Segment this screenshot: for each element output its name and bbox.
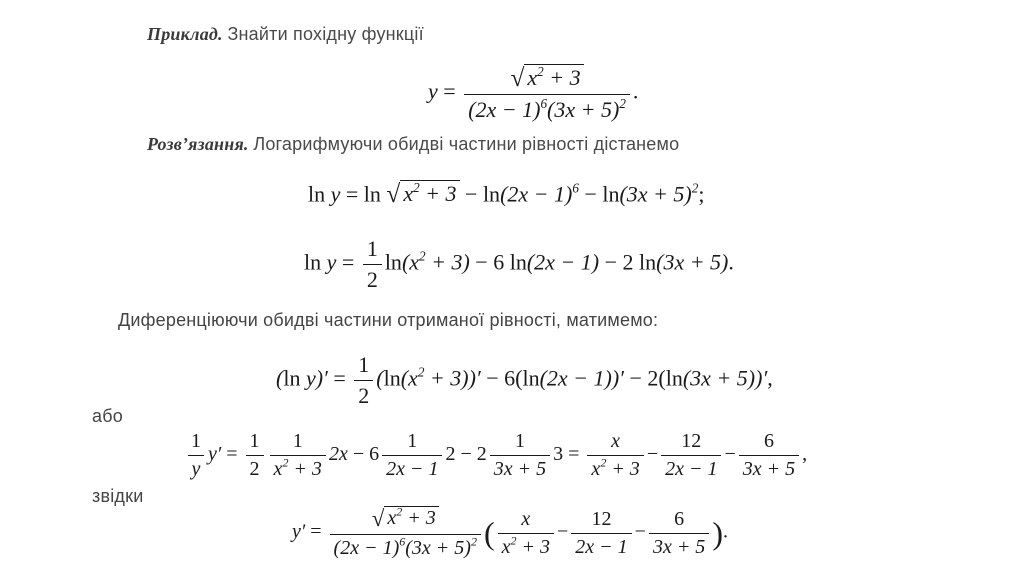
- formula-result: y′ = √ $x^2 + 3$ $(2x - 1)^6(3x + 5)^2$ ( $\frac{x}{x^2 + 3}$ − $\frac{12}{2x - 1}$ − $\frac{6}{3x + 5}$ ).: [292, 504, 728, 559]
- formula-log: ln y = ln √ $x^2 + 3$ − $\ln(2x - 1)^6 - \ln(3x + 5)^2$;: [308, 179, 705, 208]
- solution-line: [147, 134, 679, 155]
- formula-derivative: (ln y)′ = $\frac{1}{2}$ $(\ln(x^2 + 3))' - 6(\ln(2x - 1))' - 2(\ln(3x + 5))'$,: [276, 352, 773, 408]
- example-text: Знайти похідну функції: [227, 24, 424, 44]
- solution-text: Логарифмуючи обидві частини рівності дістанемо: [253, 134, 680, 154]
- or-text: або: [92, 406, 123, 426]
- example-title: Приклад.: [147, 24, 223, 44]
- solution-title: Розв’язання.: [147, 134, 249, 154]
- formula-log-expanded: ln y = $\frac{1}{2}$ $\ln(x^2 + 3) - 6$ ln(2x − 1) − 2 ln(3x + 5).: [304, 236, 734, 292]
- example-line: [147, 24, 424, 45]
- formula-function: y = √ $x^2 + 3$ $(2x - 1)^6(3x + 5)^2$ .: [428, 63, 639, 122]
- hence-text: звідки: [92, 486, 144, 506]
- formula-derivative-expanded: $\frac{1}{y}$ y′ = $\frac{1}{2}$ $\frac{1}{x^2 + 3}$ 2x − 6 $\frac{1}{2x - 1}$ 2 − 2 $\frac{1}{3x + 5}$ 3 = $\frac{x}{x^2 + 3}$ − $\frac{12}{2x - 1}$ − $\frac{6}{3x + 5}$ ,: [184, 430, 807, 481]
- differentiation-text: Диференціюючи обидві частини отриманої рівності, матимемо:: [118, 310, 659, 330]
